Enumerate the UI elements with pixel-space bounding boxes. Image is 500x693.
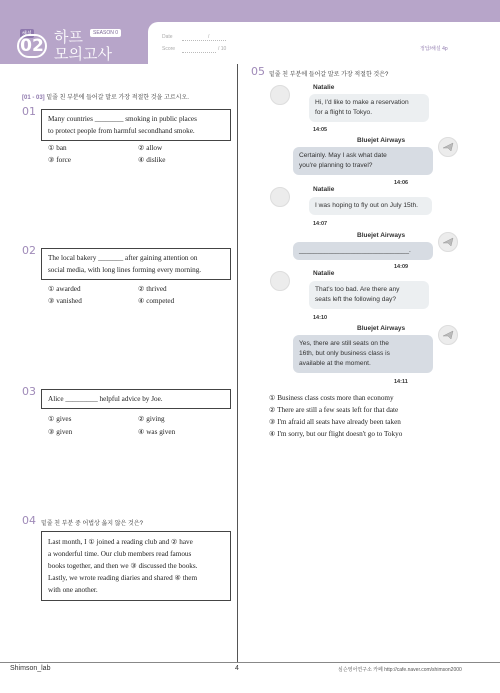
group-range: [01 - 03] xyxy=(22,95,45,101)
footer-brand: Shimson_lab xyxy=(10,665,51,672)
chat-bubble-natalie xyxy=(309,94,429,122)
q05-option-2[interactable]: ② There are still a few seats left for that date xyxy=(269,406,399,414)
chat-timestamp: 14:06 xyxy=(394,180,409,186)
question-02-line: The local bakery _______ after gaining attention on xyxy=(48,254,198,262)
q01-option-2[interactable]: ② allow xyxy=(138,144,163,152)
question-05-prompt: 밑줄 친 부분에 들어갈 말로 가장 적절한 것은? xyxy=(269,72,389,78)
exam-title-line2: 모의고사 xyxy=(54,45,112,63)
natalie-avatar xyxy=(270,85,290,105)
question-02-box xyxy=(41,248,231,280)
chat-timestamp: 14:09 xyxy=(394,264,409,270)
chat-text: Yes, there are still seats on the xyxy=(299,340,389,347)
q01-option-3[interactable]: ③ force xyxy=(48,156,72,164)
chat-bubble-natalie xyxy=(309,281,429,309)
question-04-line: Lastly, we wrote reading diaries and shared ④ them xyxy=(48,574,198,582)
question-02-line: social media, with long lines forming every morning. xyxy=(48,266,202,274)
chat-speaker-name: Bluejet Airways xyxy=(357,325,406,332)
airline-avatar xyxy=(438,137,458,157)
score-field-line xyxy=(182,52,216,53)
chat-text: I was hoping to fly out on July 15th. xyxy=(315,202,418,209)
group-instruction-text: 밑줄 친 부분에 들어갈 말로 가장 적절한 것을 고르시오. xyxy=(46,95,189,101)
q03-option-4[interactable]: ④ was given xyxy=(138,428,176,436)
question-number-05: 05 xyxy=(251,65,265,78)
question-04-line: books together, and then we ③ discussed the books. xyxy=(48,562,198,570)
date-field-line xyxy=(182,40,226,41)
question-01-box xyxy=(41,109,231,141)
q01-option-4[interactable]: ④ dislike xyxy=(138,156,166,164)
q02-option-3[interactable]: ③ vanished xyxy=(48,297,82,305)
question-number-02: 02 xyxy=(22,244,36,257)
q03-option-2[interactable]: ② giving xyxy=(138,415,165,423)
airplane-icon xyxy=(442,329,454,341)
chat-timestamp: 14:10 xyxy=(313,315,328,321)
header-tag: 해설 xyxy=(22,31,32,37)
natalie-avatar xyxy=(270,271,290,291)
column-divider xyxy=(237,64,238,662)
chat-speaker-name: Natalie xyxy=(313,186,335,193)
airplane-icon xyxy=(442,236,454,248)
chat-text: seats left the following day? xyxy=(315,296,397,303)
q05-option-4[interactable]: ④ I'm sorry, but our flight doesn't go to Tokyo xyxy=(269,430,403,438)
natalie-avatar xyxy=(270,187,290,207)
chat-text: That's too bad. Are there any xyxy=(315,286,400,293)
header-info-panel xyxy=(148,22,500,64)
q01-option-1[interactable]: ① ban xyxy=(48,144,67,152)
chat-text: Certainly. May I ask what date xyxy=(299,152,387,159)
chat-bubble-airline xyxy=(293,335,433,373)
exam-title-line1: 하프 xyxy=(54,28,83,46)
chat-speaker-name: Natalie xyxy=(313,84,335,91)
question-04-prompt: 밑줄 친 부분 중 어법상 옳지 않은 것은? xyxy=(41,521,143,527)
chat-speaker-name: Bluejet Airways xyxy=(357,232,406,239)
chat-timestamp: 14:07 xyxy=(313,221,328,227)
chat-text: available at the moment. xyxy=(299,360,371,367)
chat-speaker-name: Natalie xyxy=(313,270,335,277)
question-01-line: Many countries ________ smoking in public places xyxy=(48,115,197,123)
airline-avatar xyxy=(438,325,458,345)
q02-option-2[interactable]: ② thrived xyxy=(138,285,167,293)
q02-option-1[interactable]: ① awarded xyxy=(48,285,81,293)
group-instruction xyxy=(22,92,189,101)
answer-page-note: 정답/해설 4p xyxy=(420,46,448,52)
exam-number-badge: 02 xyxy=(17,34,47,58)
page-number: 4 xyxy=(235,665,239,672)
airplane-icon xyxy=(442,141,454,153)
question-04-box xyxy=(41,531,231,601)
question-04-line: Last month, I ① joined a reading club and ② have xyxy=(48,538,193,546)
q05-option-1[interactable]: ① Business class costs more than economy xyxy=(269,394,394,402)
date-separator: / xyxy=(208,34,210,40)
chat-bubble-natalie xyxy=(309,197,432,215)
chat-bubble-airline xyxy=(293,147,433,175)
q05-option-3[interactable]: ③ I'm afraid all seats have already been taken xyxy=(269,418,401,426)
footer-rule xyxy=(0,662,500,663)
question-04-line: a wonderful time. Our club members read famous xyxy=(48,550,192,558)
question-number-04: 04 xyxy=(22,514,36,527)
q02-option-4[interactable]: ④ competed xyxy=(138,297,175,305)
chat-timestamp: 14:05 xyxy=(313,127,328,133)
question-01-line: to protect people from harmful secondhand smoke. xyxy=(48,127,195,135)
score-total: / 10 xyxy=(218,46,227,52)
footer-cafe-link[interactable]: 심슨영어연구소 카페 http://cafe.naver.com/shimson2000 xyxy=(338,667,462,673)
chat-timestamp: 14:11 xyxy=(394,379,408,385)
chat-text: Hi, I'd like to make a reservation xyxy=(315,99,409,106)
q03-option-3[interactable]: ③ given xyxy=(48,428,73,436)
chat-blank: ______________________________. xyxy=(299,247,411,254)
season-badge: SEASON 0 xyxy=(90,29,121,37)
question-04-line: with one another. xyxy=(48,586,98,594)
chat-text: you're planning to travel? xyxy=(299,162,373,169)
q03-option-1[interactable]: ① gives xyxy=(48,415,72,423)
chat-speaker-name: Bluejet Airways xyxy=(357,137,406,144)
chat-bubble-airline-blank xyxy=(293,242,433,260)
date-label: Date xyxy=(162,34,173,40)
chat-text: for a flight to Tokyo. xyxy=(315,109,373,116)
chat-text: 16th, but only business class is xyxy=(299,350,390,357)
question-03-box xyxy=(41,389,231,409)
question-number-03: 03 xyxy=(22,385,36,398)
score-label: Score xyxy=(162,46,176,52)
question-03-line: Alice _________ helpful advice by Joe. xyxy=(48,395,163,403)
question-number-01: 01 xyxy=(22,105,36,118)
airline-avatar xyxy=(438,232,458,252)
